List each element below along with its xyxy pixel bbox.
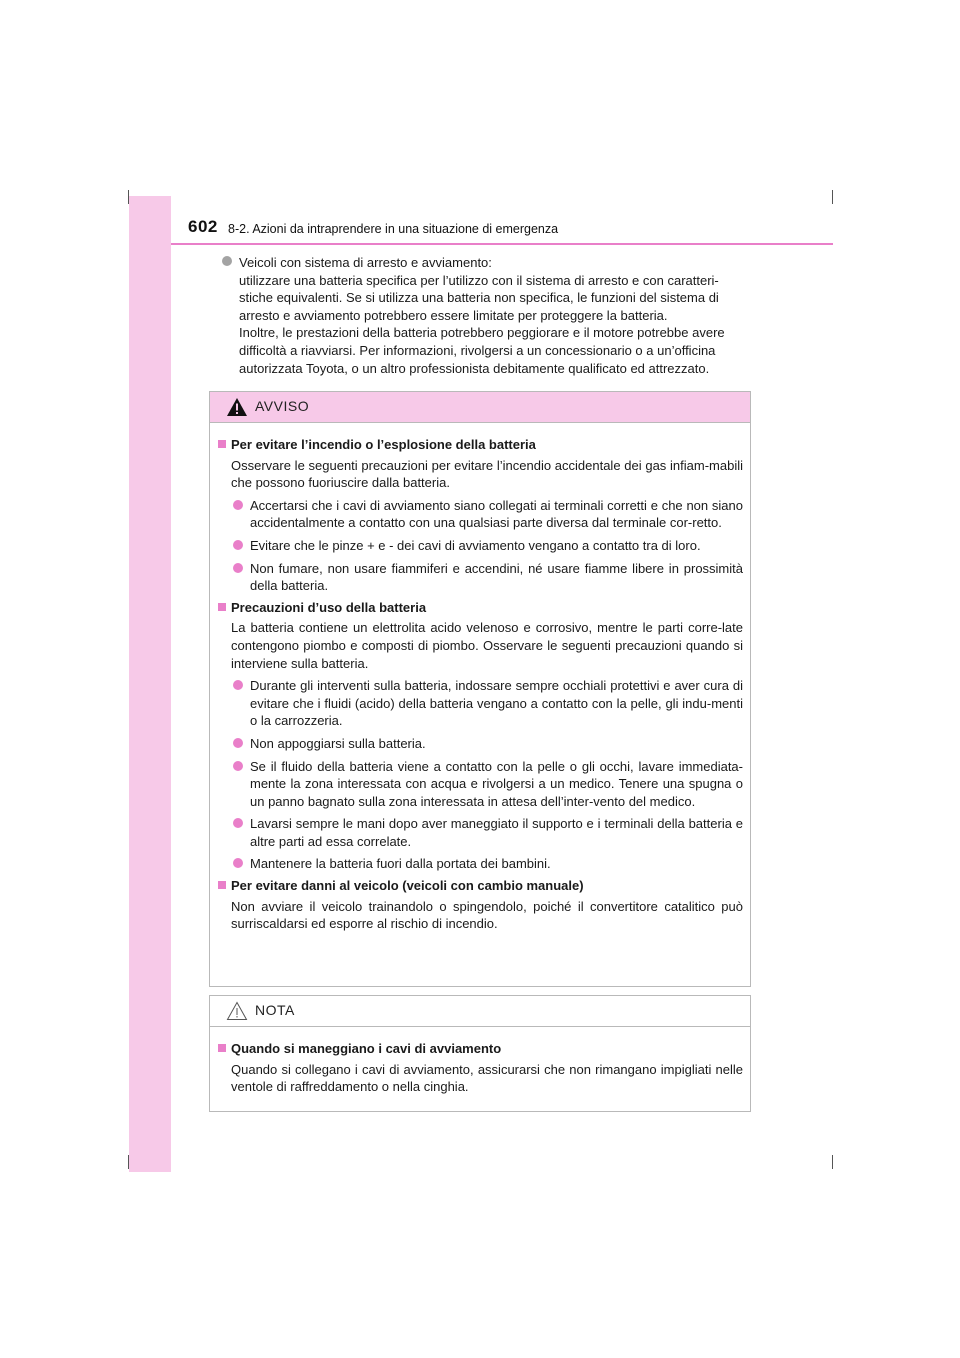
warning-body bbox=[210, 423, 750, 933]
bullet-icon bbox=[233, 858, 243, 868]
section-text: Non avviare il veicolo trainandolo o spingendolo, poiché il convertitore catalitico può surriscaldarsi ed esporre al rischio di incendio. bbox=[231, 898, 743, 932]
bullet-icon bbox=[233, 738, 243, 748]
warning-box bbox=[209, 391, 751, 987]
list-item: Lavarsi sempre le mani dopo aver maneggiato il supporto e i terminali della batteria e altre parti ad essa correlate. bbox=[218, 815, 743, 850]
side-color-band bbox=[129, 196, 171, 1172]
bullet-icon bbox=[233, 500, 243, 510]
bullet-icon bbox=[233, 818, 243, 828]
square-bullet-icon bbox=[218, 1044, 226, 1052]
page-number: 602 bbox=[188, 217, 218, 236]
intro-line: difficoltà a riavviarsi. Per informazioni, rivolgersi a un concessionario o a un’officina bbox=[239, 342, 716, 358]
crop-mark bbox=[128, 1155, 129, 1169]
list-item: Non appoggiarsi sulla batteria. bbox=[218, 735, 743, 753]
warning-triangle-icon bbox=[226, 397, 248, 417]
intro-line: arresto e avviamento potrebbero essere limitate per proteggere la batteria. bbox=[239, 307, 668, 323]
section-title: 8-2. Azioni da intraprendere in una situazione di emergenza bbox=[228, 222, 559, 236]
square-bullet-icon bbox=[218, 440, 226, 448]
list-item: Accertarsi che i cavi di avviamento siano collegati ai terminali corretti e che non siano accidentalmente a contatto con una qualsiasi parte diversa dal terminale cor-retto. bbox=[218, 497, 743, 532]
crop-mark bbox=[832, 1155, 833, 1169]
section-text: Quando si collegano i cavi di avviamento, assicurarsi che non rimangano impigliati nelle ventole di raffreddamento o nella cinghia. bbox=[231, 1061, 743, 1095]
bullet-icon bbox=[233, 761, 243, 771]
crop-mark bbox=[832, 190, 833, 204]
list-item: Mantenere la batteria fuori dalla portata dei bambini. bbox=[218, 855, 743, 873]
list-item: Se il fluido della batteria viene a contatto con la pelle o gli occhi, lavare immediata-mente la zona interessata con acqua e rivolgersi a un medico. Tenere una spugna o un panno bagnato sulla zona interessata in attesa dell’inter-vento del medico. bbox=[218, 758, 743, 811]
note-box bbox=[209, 995, 751, 1112]
section-heading: Precauzioni d’uso della batteria bbox=[218, 599, 743, 617]
list-item: Evitare che le pinze + e - dei cavi di avviamento vengano a contatto tra di loro. bbox=[218, 537, 743, 555]
section-heading: Per evitare l’incendio o l’esplosione della batteria bbox=[218, 436, 743, 454]
square-bullet-icon bbox=[218, 881, 226, 889]
warning-title: AVVISO bbox=[255, 398, 310, 414]
intro-paragraph bbox=[222, 254, 746, 377]
note-body bbox=[210, 1027, 750, 1096]
bullet-icon bbox=[222, 256, 232, 266]
section-heading: Per evitare danni al veicolo (veicoli con cambio manuale) bbox=[218, 877, 743, 895]
note-title: NOTA bbox=[255, 1002, 295, 1018]
square-bullet-icon bbox=[218, 603, 226, 611]
section-text: La batteria contiene un elettrolita acido velenoso e corrosivo, mentre le parti corre-late contengono piombo e composti di piombo. Osservare le seguenti precauzioni quando si interviene sulla batteria. bbox=[231, 620, 743, 671]
intro-line: autorizzata Toyota, o un altro professionista debitamente qualificato ed attrezzato. bbox=[239, 360, 710, 376]
note-box-header bbox=[210, 996, 750, 1027]
caution-triangle-icon bbox=[226, 1001, 248, 1021]
list-item: Non fumare, non usare fiammiferi e accendini, né usare fiamme libere in prossimità della batteria. bbox=[218, 560, 743, 595]
intro-line: utilizzare una batteria specifica per l’utilizzo con il sistema di arresto e con caratteri- bbox=[239, 272, 719, 288]
intro-line: stiche equivalenti. Se si utilizza una batteria non specifica, le funzioni del sistema di bbox=[239, 290, 719, 306]
bullet-icon bbox=[233, 540, 243, 550]
section-heading: Quando si maneggiano i cavi di avviamento bbox=[218, 1040, 743, 1058]
intro-line: Veicoli con sistema di arresto e avviamento: bbox=[239, 255, 492, 270]
header-rule bbox=[171, 243, 833, 245]
bullet-icon bbox=[233, 680, 243, 690]
warning-box-header bbox=[210, 392, 750, 423]
section-text: Osservare le seguenti precauzioni per evitare l’incendio accidentale dei gas infiam-mabili che possono fuoriuscire dalla batteria. bbox=[231, 457, 743, 491]
crop-mark bbox=[128, 190, 129, 204]
list-item: Durante gli interventi sulla batteria, indossare sempre occhiali protettivi e aver cura di evitare che i fluidi (acido) della batteria vengano a contatto con la pelle, gli indu-menti o la carrozzeria. bbox=[218, 677, 743, 730]
bullet-icon bbox=[233, 563, 243, 573]
intro-line: Inoltre, le prestazioni della batteria potrebbero peggiorare e il motore potrebbe avere bbox=[239, 325, 725, 341]
